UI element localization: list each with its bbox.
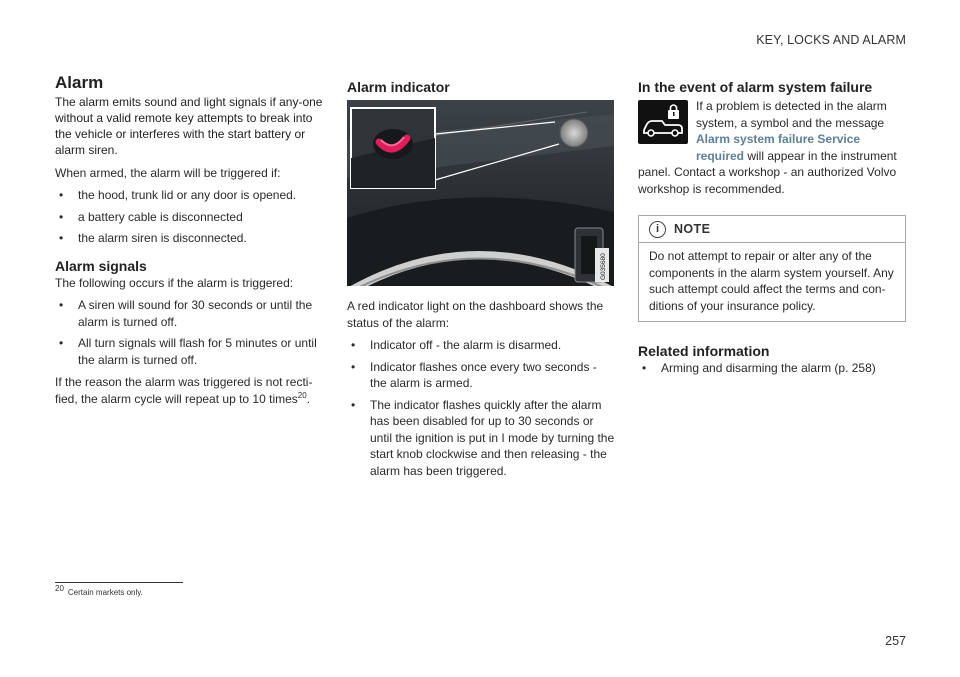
alarm-failure-symbol-icon bbox=[638, 100, 688, 144]
intro-text: The alarm emits sound and light signals if any-one without a valid remote key attempts to break into the vehicle or interferes with the start battery or alarm siren. bbox=[55, 94, 323, 157]
list-item: • Indicator flashes once every two seconds - the alarm is armed. bbox=[347, 359, 615, 392]
note-title: NOTE bbox=[674, 221, 711, 236]
indicator-heading: Alarm indicator bbox=[347, 79, 450, 95]
footnote-ref[interactable]: 20 bbox=[297, 390, 307, 400]
dashboard-indicator-image bbox=[347, 100, 614, 286]
list-item: • A siren will sound for 30 seconds or until the alarm is turned off. bbox=[55, 297, 323, 330]
list-item: • Indicator off - the alarm is disarmed. bbox=[347, 337, 615, 354]
armed-text: When armed, the alarm will be triggered if: bbox=[55, 165, 281, 180]
list-item: • a battery cable is disconnected bbox=[55, 209, 323, 226]
indicator-caption: A red indicator light on the dashboard shows the status of the alarm: bbox=[347, 299, 604, 330]
signals-heading: Alarm signals bbox=[55, 257, 147, 274]
repeat-text-body: If the reason the alarm was triggered is not recti-fied, the alarm cycle will repeat up to 10 times bbox=[55, 375, 313, 406]
running-header: KEY, LOCKS AND ALARM bbox=[756, 33, 906, 47]
note-box bbox=[638, 215, 906, 322]
column-failure bbox=[638, 75, 906, 383]
related-heading: Related information bbox=[638, 343, 770, 359]
signals-list bbox=[55, 297, 323, 368]
list-item: • the alarm siren is disconnected. bbox=[55, 230, 323, 247]
trigger-list bbox=[55, 187, 323, 247]
related-link[interactable]: • Arming and disarming the alarm (p. 258) bbox=[638, 360, 906, 377]
failure-heading: In the event of alarm system failure bbox=[638, 79, 873, 95]
list-item: • the hood, trunk lid or any door is opened. bbox=[55, 187, 323, 204]
repeat-text bbox=[55, 374, 323, 407]
related-list bbox=[638, 360, 906, 377]
footnote-number: 20 bbox=[55, 584, 64, 594]
section-title: Alarm bbox=[55, 73, 104, 92]
indicator-states-list bbox=[347, 337, 615, 479]
info-icon: i bbox=[649, 221, 666, 238]
page-number: 257 bbox=[885, 634, 906, 648]
footnote-divider bbox=[55, 582, 183, 583]
footnote bbox=[55, 584, 143, 597]
list-item: • The indicator flashes quickly after the alarm has been disabled for up to 30 seconds or until the ignition is put in I mode by turning the start knob clockwise and then releasing - the alarm has been triggered. bbox=[347, 397, 615, 480]
footnote-text: Certain markets only. bbox=[67, 588, 143, 597]
note-text: Do not attempt to repair or alter any of the components in the alarm system yourself. Any such attempt could affect the terms and con-ditions of your insurance policy. bbox=[649, 249, 894, 313]
failure-text-before: If a problem is detected in the alarm system, a symbol and the message bbox=[696, 99, 887, 130]
note-header bbox=[639, 216, 905, 243]
repeat-text-end: . bbox=[306, 391, 311, 406]
signals-intro: The following occurs if the alarm is triggered: bbox=[55, 275, 294, 290]
failure-message: Alarm system failure Service required bbox=[696, 132, 861, 163]
failure-text-after: will appear in the instrument panel. Contact a workshop - an authorized Volvo workshop is recommended. bbox=[638, 148, 897, 196]
list-item: • All turn signals will flash for 5 minutes or until the alarm is turned off. bbox=[55, 335, 323, 368]
column-alarm bbox=[55, 75, 323, 413]
column-indicator bbox=[347, 75, 615, 485]
image-code: G035680 bbox=[600, 253, 607, 280]
